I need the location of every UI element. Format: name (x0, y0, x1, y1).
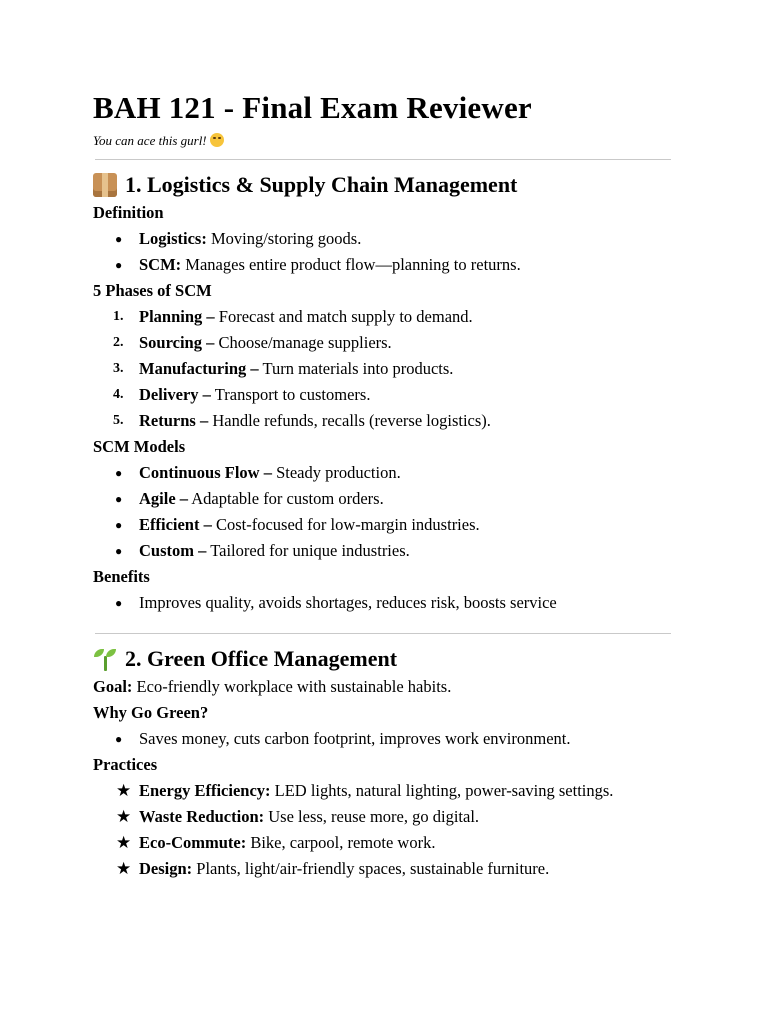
subtitle-text: You can ace this gurl! (93, 133, 207, 148)
list-item (93, 304, 673, 330)
bullet-marker: ● (115, 732, 123, 746)
section-heading-logistics (93, 170, 673, 200)
models-list (93, 460, 673, 564)
star-icon: ★ (116, 859, 132, 879)
item-text: Choose/manage suppliers. (214, 333, 392, 352)
list-item (93, 512, 673, 538)
document-page (93, 88, 673, 882)
item-number: 5. (113, 413, 124, 428)
section-heading-text: 2. Green Office Management (125, 646, 398, 671)
kissing-face-icon (210, 133, 224, 147)
item-term: Delivery – (139, 385, 211, 404)
definition-list (93, 226, 673, 278)
list-item (93, 382, 673, 408)
item-term: Efficient – (139, 515, 212, 534)
bullet-marker: ● (115, 544, 123, 558)
divider (95, 159, 671, 160)
item-term: Eco-Commute: (139, 833, 247, 852)
star-icon: ★ (116, 833, 132, 853)
item-text: Use less, reuse more, go digital. (264, 807, 480, 826)
list-item (93, 408, 673, 434)
item-number: 3. (113, 361, 124, 376)
phases-label: 5 Phases of SCM (93, 281, 212, 300)
phases-list (93, 304, 673, 434)
list-item (93, 856, 633, 882)
list-item (93, 830, 633, 856)
bullet-marker: ● (115, 596, 123, 610)
bullet-marker: ● (115, 232, 123, 246)
item-text: Improves quality, avoids shortages, reduces risk, boosts service (139, 593, 557, 612)
list-item (93, 330, 673, 356)
item-term: Returns – (139, 411, 209, 430)
star-icon: ★ (116, 781, 132, 801)
item-term: Manufacturing – (139, 359, 259, 378)
item-text: Bike, carpool, remote work. (246, 833, 436, 852)
item-text: Manages entire product flow—planning to returns. (181, 255, 521, 274)
benefits-label: Benefits (93, 567, 150, 586)
package-icon (93, 173, 117, 197)
item-term: Agile – (139, 489, 189, 508)
list-item (93, 356, 673, 382)
list-item (93, 726, 673, 752)
list-item (93, 778, 633, 804)
item-term: Custom – (139, 541, 207, 560)
benefits-list (93, 590, 673, 616)
item-term: Planning – (139, 307, 215, 326)
item-term: Continuous Flow – (139, 463, 272, 482)
item-text: Adaptable for custom orders. (188, 489, 384, 508)
item-text: Plants, light/air-friendly spaces, sustainable furniture. (192, 859, 550, 878)
models-label: SCM Models (93, 437, 186, 456)
star-icon: ★ (116, 807, 132, 827)
item-text: Forecast and match supply to demand. (214, 307, 473, 326)
goal-text: Eco-friendly workplace with sustainable habits. (132, 677, 452, 696)
item-term: Logistics: (139, 229, 207, 248)
list-item (93, 460, 673, 486)
item-number: 4. (113, 387, 124, 402)
practices-list (93, 778, 633, 882)
item-text: Transport to customers. (210, 385, 371, 404)
list-item (93, 804, 633, 830)
item-number: 2. (113, 335, 124, 350)
list-item (93, 486, 673, 512)
document-title: BAH 121 - Final Exam Reviewer (93, 90, 532, 125)
item-text: Steady production. (271, 463, 401, 482)
bullet-marker: ● (115, 466, 123, 480)
section-heading-text: 1. Logistics & Supply Chain Management (125, 172, 518, 197)
list-item (93, 252, 673, 278)
item-term: Sourcing – (139, 333, 215, 352)
list-item (93, 538, 673, 564)
item-number: 1. (113, 309, 124, 324)
item-term: Design: (139, 859, 193, 878)
bullet-marker: ● (115, 258, 123, 272)
item-term: SCM: (139, 255, 182, 274)
item-text: Handle refunds, recalls (reverse logistics). (208, 411, 491, 430)
divider (95, 633, 671, 634)
item-text: Turn materials into products. (258, 359, 454, 378)
bullet-marker: ● (115, 518, 123, 532)
bullet-marker: ● (115, 492, 123, 506)
definition-label: Definition (93, 203, 164, 222)
why-list (93, 726, 673, 752)
section-heading-green-office (93, 644, 673, 674)
practices-label: Practices (93, 755, 158, 774)
document-subtitle (93, 132, 673, 150)
item-term: Energy Efficiency: (139, 781, 271, 800)
item-text: LED lights, natural lighting, power-saving settings. (270, 781, 614, 800)
item-text: Cost-focused for low-margin industries. (211, 515, 480, 534)
item-text: Tailored for unique industries. (206, 541, 410, 560)
why-label: Why Go Green? (93, 703, 209, 722)
list-item (93, 226, 673, 252)
seedling-icon (93, 647, 117, 671)
item-term: Waste Reduction: (139, 807, 265, 826)
item-text: Saves money, cuts carbon footprint, improves work environment. (139, 729, 571, 748)
goal-line (93, 674, 673, 700)
goal-term: Goal: (93, 677, 133, 696)
list-item (93, 590, 673, 616)
item-text: Moving/storing goods. (206, 229, 362, 248)
